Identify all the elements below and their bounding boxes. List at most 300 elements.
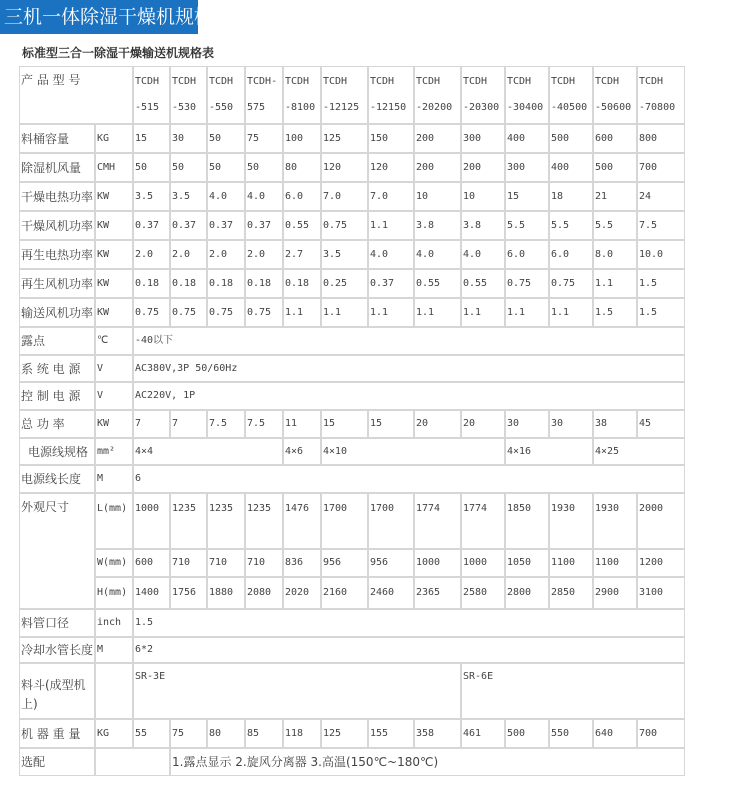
weight-value-text: 640 <box>595 728 614 739</box>
value-cell <box>133 269 170 298</box>
row-label <box>19 153 95 182</box>
weight-value-text: 75 <box>172 728 185 739</box>
hopper-unit <box>95 663 133 719</box>
model-name-cell <box>461 66 505 124</box>
value-cell <box>170 211 207 240</box>
value-cell <box>283 153 321 182</box>
dimension-value-text: 2080 <box>247 587 272 598</box>
total-power-value <box>368 410 414 438</box>
cable-length-unit-text: M <box>97 473 104 484</box>
dimension-value-text: 2580 <box>463 587 488 598</box>
row-unit <box>95 182 133 211</box>
dew-point-value-text: -40以下 <box>135 335 174 346</box>
value-cell-text: 1.1 <box>285 307 304 318</box>
value-cell <box>245 269 283 298</box>
dimension-value <box>133 577 170 609</box>
dimension-value-text: 1756 <box>172 587 197 598</box>
weight-value-text: 700 <box>639 728 658 739</box>
value-cell <box>461 269 505 298</box>
value-cell <box>368 124 414 153</box>
value-cell-text: 1.5 <box>595 307 614 318</box>
cable-spec-value-text: 4×6 <box>285 446 304 457</box>
dimension-value <box>549 493 593 549</box>
weight-label <box>19 719 95 748</box>
value-cell <box>368 182 414 211</box>
value-cell-text: 1.5 <box>639 278 658 289</box>
value-cell <box>321 153 368 182</box>
value-cell <box>593 153 637 182</box>
weight-value-text: 85 <box>247 728 260 739</box>
weight-value-text: 55 <box>135 728 148 739</box>
dimension-value <box>593 549 637 577</box>
model-name-cell-text: TCDH <box>323 76 348 87</box>
dimension-value <box>321 577 368 609</box>
dimension-value <box>207 577 245 609</box>
value-cell-text: 125 <box>323 133 342 144</box>
total-power-value-text: 7.5 <box>209 418 228 429</box>
total-power-value <box>549 410 593 438</box>
value-cell-text: 500 <box>595 162 614 173</box>
dimension-unit-h <box>95 577 133 609</box>
model-label-text: 产 品 型 号 <box>21 73 81 87</box>
model-name-cell-text: TCDH <box>416 76 441 87</box>
dimension-value-text: 1476 <box>285 503 310 514</box>
total-power-value-text: 11 <box>285 418 298 429</box>
dimension-unit-w <box>95 549 133 577</box>
weight-value <box>637 719 685 748</box>
weight-value <box>505 719 549 748</box>
dimension-value <box>414 549 461 577</box>
dew-point-label <box>19 327 95 355</box>
dew-point-unit-text: ℃ <box>97 335 109 346</box>
value-cell-text: 7.5 <box>639 220 658 231</box>
value-cell-text: 3.8 <box>416 220 435 231</box>
dimension-value <box>207 549 245 577</box>
value-cell-text: 0.37 <box>172 220 197 231</box>
system-power-unit-text: V <box>97 363 104 374</box>
value-cell <box>321 269 368 298</box>
value-cell-text: 0.37 <box>247 220 272 231</box>
value-cell <box>245 298 283 327</box>
dimension-value <box>414 577 461 609</box>
row-label-text: 干燥电热功率 <box>21 190 94 204</box>
model-name-cell-text: 575 <box>247 102 266 113</box>
model-name-cell-text: -530 <box>172 102 197 113</box>
value-cell <box>368 240 414 269</box>
table-subtitle: 标准型三合一除湿干燥输送机规格表 <box>22 46 215 60</box>
value-cell-text: 10 <box>416 191 429 202</box>
value-cell-text: 0.18 <box>209 278 234 289</box>
model-name-cell-text: -70800 <box>639 102 676 113</box>
system-power-label <box>19 355 95 382</box>
page-title: 三机一体除湿干燥机规格表 <box>0 0 198 34</box>
cooling-pipe-unit-text: M <box>97 644 104 655</box>
value-cell <box>637 240 685 269</box>
value-cell-text: 0.37 <box>370 278 395 289</box>
value-cell <box>207 269 245 298</box>
value-cell-text: 200 <box>416 133 435 144</box>
cooling-pipe-label-text: 冷却水管长度 <box>21 643 94 657</box>
value-cell <box>637 298 685 327</box>
dimension-value-text: 710 <box>172 557 191 568</box>
cable-length-value-text: 6 <box>135 473 142 484</box>
dimension-value-text: 2365 <box>416 587 441 598</box>
value-cell <box>505 298 549 327</box>
dimension-value-text: 1100 <box>551 557 576 568</box>
value-cell-text: 4.0 <box>247 191 266 202</box>
value-cell-text: 75 <box>247 133 260 144</box>
value-cell <box>549 211 593 240</box>
value-cell-text: 2.0 <box>209 249 228 260</box>
value-cell <box>593 182 637 211</box>
hopper-label-text: 上) <box>21 697 38 711</box>
value-cell-text: 4.0 <box>209 191 228 202</box>
model-name-cell-text: -50600 <box>595 102 632 113</box>
row-unit-text: KW <box>97 191 110 202</box>
value-cell <box>414 182 461 211</box>
dimension-value-text: 600 <box>135 557 154 568</box>
value-cell-text: 50 <box>247 162 260 173</box>
cable-spec-value <box>283 438 321 465</box>
value-cell <box>637 269 685 298</box>
dimension-value <box>133 549 170 577</box>
row-unit-text: KW <box>97 220 110 231</box>
value-cell <box>414 298 461 327</box>
value-cell-text: 3.5 <box>172 191 191 202</box>
model-name-cell-text: TCDH- <box>247 76 278 87</box>
value-cell <box>283 124 321 153</box>
cable-spec-value-text: 4×10 <box>323 446 348 457</box>
value-cell <box>505 153 549 182</box>
value-cell-text: 150 <box>370 133 389 144</box>
value-cell-text: 0.75 <box>247 307 272 318</box>
row-unit <box>95 211 133 240</box>
total-power-label-text: 总 功 率 <box>21 417 65 431</box>
total-power-value-text: 7.5 <box>247 418 266 429</box>
options-spacer <box>95 748 170 776</box>
value-cell-text: 0.75 <box>323 220 348 231</box>
weight-value-text: 118 <box>285 728 304 739</box>
value-cell-text: 7.0 <box>323 191 342 202</box>
value-cell-text: 2.7 <box>285 249 304 260</box>
dew-point-unit <box>95 327 133 355</box>
cable-spec-value <box>133 438 283 465</box>
value-cell <box>414 269 461 298</box>
value-cell <box>245 153 283 182</box>
value-cell-text: 2.0 <box>247 249 266 260</box>
cable-spec-unit-text: mm² <box>97 446 116 457</box>
value-cell <box>368 269 414 298</box>
dimension-value <box>245 577 283 609</box>
value-cell <box>283 182 321 211</box>
weight-value <box>133 719 170 748</box>
dimension-value <box>170 549 207 577</box>
value-cell-text: 400 <box>551 162 570 173</box>
value-cell-text: 0.55 <box>285 220 310 231</box>
dimension-value <box>368 493 414 549</box>
model-name-cell-text: TCDH <box>285 76 310 87</box>
value-cell-text: 200 <box>463 162 482 173</box>
row-label <box>19 240 95 269</box>
total-power-unit <box>95 410 133 438</box>
model-name-cell-text: TCDH <box>135 76 160 87</box>
value-cell <box>321 240 368 269</box>
dimension-value-text: 836 <box>285 557 304 568</box>
dimension-value <box>321 549 368 577</box>
value-cell-text: 5.5 <box>595 220 614 231</box>
value-cell-text: 15 <box>507 191 520 202</box>
model-name-cell-text: TCDH <box>595 76 620 87</box>
value-cell-text: 0.75 <box>507 278 532 289</box>
value-cell <box>637 182 685 211</box>
dimension-unit-l <box>95 493 133 549</box>
dimension-value-text: 2850 <box>551 587 576 598</box>
total-power-value <box>461 410 505 438</box>
value-cell <box>593 211 637 240</box>
value-cell <box>505 124 549 153</box>
value-cell <box>207 153 245 182</box>
hopper-label-text: 料斗(成型机 <box>21 678 86 692</box>
total-power-value-text: 7 <box>135 418 142 429</box>
value-cell <box>321 182 368 211</box>
value-cell <box>461 240 505 269</box>
model-name-cell <box>505 66 549 124</box>
value-cell-text: 30 <box>172 133 185 144</box>
cable-spec-unit <box>95 438 133 465</box>
value-cell-text: 120 <box>370 162 389 173</box>
weight-value-text: 500 <box>507 728 526 739</box>
dimension-value <box>245 549 283 577</box>
dimension-value <box>505 549 549 577</box>
value-cell <box>593 269 637 298</box>
value-cell <box>207 124 245 153</box>
dimension-value <box>549 577 593 609</box>
value-cell-text: 6.0 <box>285 191 304 202</box>
dimension-value <box>170 577 207 609</box>
value-cell <box>461 124 505 153</box>
weight-value <box>283 719 321 748</box>
row-unit-text: KW <box>97 278 110 289</box>
weight-unit <box>95 719 133 748</box>
value-cell-text: 0.75 <box>135 307 160 318</box>
dimension-value <box>321 493 368 549</box>
cooling-pipe-label <box>19 637 95 663</box>
dimension-value <box>461 549 505 577</box>
value-cell <box>283 298 321 327</box>
cable-spec-value-text: 4×25 <box>595 446 620 457</box>
weight-value <box>170 719 207 748</box>
model-name-cell-text: TCDH <box>551 76 576 87</box>
value-cell-text: 3.8 <box>463 220 482 231</box>
value-cell-text: 4.0 <box>416 249 435 260</box>
value-cell-text: 5.5 <box>551 220 570 231</box>
value-cell <box>549 124 593 153</box>
row-label-text: 再生电热功率 <box>21 248 94 262</box>
cooling-pipe-unit <box>95 637 133 663</box>
value-cell <box>505 240 549 269</box>
value-cell-text: 0.75 <box>551 278 576 289</box>
dimensions-label <box>19 493 95 609</box>
model-name-cell-text: -515 <box>135 102 160 113</box>
dimension-value-text: 1930 <box>595 503 620 514</box>
dimensions-label-text: 外观尺寸 <box>21 500 70 514</box>
value-cell-text: 50 <box>209 133 222 144</box>
model-name-cell <box>368 66 414 124</box>
dimension-value <box>461 577 505 609</box>
options-value-text: 1.露点显示 2.旋风分离器 3.高温(150℃~180℃) <box>172 755 439 769</box>
value-cell-text: 4.0 <box>370 249 389 260</box>
model-name-cell-text: -550 <box>209 102 234 113</box>
dimension-value-text: 2160 <box>323 587 348 598</box>
total-power-value-text: 20 <box>416 418 429 429</box>
dew-point-value <box>133 327 685 355</box>
dimension-value-text: 2460 <box>370 587 395 598</box>
value-cell-text: 10 <box>463 191 476 202</box>
dimension-value-text: 956 <box>323 557 342 568</box>
weight-value-text: 358 <box>416 728 435 739</box>
model-name-cell-text: TCDH <box>507 76 532 87</box>
dimension-value-text: 1000 <box>135 503 160 514</box>
dimension-value <box>283 577 321 609</box>
pipe-diameter-label-text: 料管口径 <box>21 616 70 630</box>
row-unit-text: KW <box>97 249 110 260</box>
value-cell-text: 300 <box>463 133 482 144</box>
row-unit <box>95 298 133 327</box>
dimension-value-text: 1000 <box>463 557 488 568</box>
cable-spec-value-text: 4×16 <box>507 446 532 457</box>
row-label <box>19 182 95 211</box>
value-cell-text: 600 <box>595 133 614 144</box>
value-cell-text: 21 <box>595 191 608 202</box>
row-label <box>19 269 95 298</box>
cable-spec-label-text: 电源线规格 <box>28 445 89 459</box>
row-label <box>19 211 95 240</box>
system-power-value <box>133 355 685 382</box>
dimension-value-text: 1050 <box>507 557 532 568</box>
dimension-value-text: 1235 <box>172 503 197 514</box>
options-label-text: 选配 <box>21 755 46 769</box>
weight-value-text: 125 <box>323 728 342 739</box>
total-power-value-text: 30 <box>507 418 520 429</box>
value-cell-text: 2.0 <box>172 249 191 260</box>
model-name-cell-text: -8100 <box>285 102 316 113</box>
cooling-pipe-value-text: 6*2 <box>135 644 154 655</box>
cable-spec-label <box>19 438 95 465</box>
hopper-value <box>133 663 461 719</box>
weight-value-text: 461 <box>463 728 482 739</box>
model-name-cell <box>133 66 170 124</box>
dimension-value <box>549 549 593 577</box>
total-power-value <box>505 410 549 438</box>
value-cell <box>593 124 637 153</box>
value-cell-text: 700 <box>639 162 658 173</box>
dimension-value <box>133 493 170 549</box>
control-power-value-text: AC220V, 1P <box>135 390 196 401</box>
value-cell-text: 120 <box>323 162 342 173</box>
value-cell-text: 0.75 <box>172 307 197 318</box>
weight-value-text: 550 <box>551 728 570 739</box>
value-cell <box>549 240 593 269</box>
model-name-cell <box>170 66 207 124</box>
dimension-value <box>637 549 685 577</box>
total-power-value <box>170 410 207 438</box>
value-cell <box>170 182 207 211</box>
total-power-value <box>133 410 170 438</box>
value-cell-text: 200 <box>416 162 435 173</box>
dimension-value <box>368 577 414 609</box>
value-cell <box>170 269 207 298</box>
dimension-value-text: 3100 <box>639 587 664 598</box>
system-power-label-text: 系 统 电 源 <box>21 362 81 376</box>
weight-unit-text: KG <box>97 728 110 739</box>
value-cell <box>549 182 593 211</box>
dimension-value-text: 2020 <box>285 587 310 598</box>
dimension-value-text: 710 <box>247 557 266 568</box>
value-cell-text: 1.5 <box>639 307 658 318</box>
dimension-value <box>368 549 414 577</box>
value-cell-text: 80 <box>285 162 298 173</box>
row-unit <box>95 153 133 182</box>
dimension-value <box>170 493 207 549</box>
dimension-value <box>283 549 321 577</box>
value-cell <box>170 298 207 327</box>
value-cell-text: 50 <box>172 162 185 173</box>
value-cell <box>245 211 283 240</box>
weight-value-text: 80 <box>209 728 222 739</box>
row-label-text: 再生风机功率 <box>21 277 94 291</box>
dimension-value <box>593 577 637 609</box>
value-cell <box>283 211 321 240</box>
value-cell-text: 3.5 <box>135 191 154 202</box>
value-cell <box>637 211 685 240</box>
dimension-value-text: 1700 <box>323 503 348 514</box>
value-cell <box>133 153 170 182</box>
model-name-cell-text: -20300 <box>463 102 500 113</box>
value-cell-text: 0.37 <box>135 220 160 231</box>
value-cell-text: 3.5 <box>323 249 342 260</box>
value-cell <box>505 269 549 298</box>
dimension-value-text: 1700 <box>370 503 395 514</box>
model-name-cell-text: TCDH <box>639 76 664 87</box>
hopper-value <box>461 663 685 719</box>
value-cell-text: 0.75 <box>209 307 234 318</box>
total-power-value-text: 15 <box>323 418 336 429</box>
row-unit-text: KG <box>97 133 110 144</box>
row-label <box>19 124 95 153</box>
value-cell <box>637 124 685 153</box>
value-cell-text: 800 <box>639 133 658 144</box>
value-cell <box>549 153 593 182</box>
cooling-pipe-value <box>133 637 685 663</box>
row-unit <box>95 240 133 269</box>
value-cell-text: 400 <box>507 133 526 144</box>
value-cell <box>245 240 283 269</box>
value-cell <box>505 182 549 211</box>
total-power-value <box>637 410 685 438</box>
dimension-value <box>593 493 637 549</box>
dimension-value <box>637 577 685 609</box>
value-cell <box>207 240 245 269</box>
value-cell-text: 0.55 <box>463 278 488 289</box>
cable-length-label-text: 电源线长度 <box>21 472 82 486</box>
model-name-cell-text: -20200 <box>416 102 453 113</box>
dimension-value-text: 1774 <box>463 503 488 514</box>
dimension-value <box>207 493 245 549</box>
dimension-value <box>505 493 549 549</box>
total-power-value <box>593 410 637 438</box>
total-power-label <box>19 410 95 438</box>
control-power-label <box>19 382 95 410</box>
